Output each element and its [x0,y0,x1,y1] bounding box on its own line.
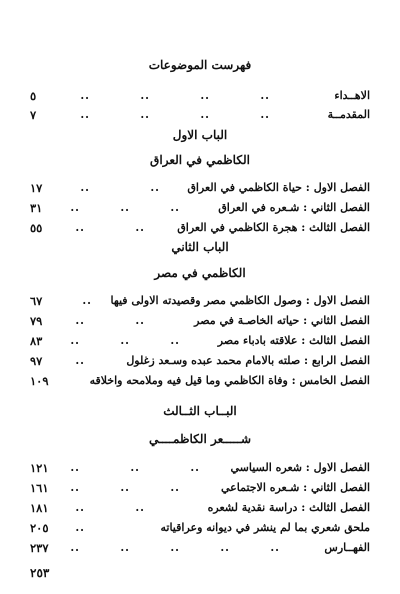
dot-leader: .. [170,481,180,494]
toc-entry [30,334,370,350]
entry-text: الفصل الثاني : حياته الخاصـة في مصر [194,314,370,327]
dot-leader: .. [135,314,145,327]
dot-leader: .. [220,541,230,554]
entry-text: المقدمــة [327,108,370,121]
toc-entry [30,201,370,217]
toc-entry-dedication [30,89,370,105]
toc-entry [30,481,370,497]
dot-leader: .. [82,294,92,307]
entry-text: الفصل الاول : حياة الكاظمي في العراق [187,181,370,194]
entry-page: ٢٣٧ [30,541,49,555]
entry-text: الفصل الثاني : شـعره في العراق [218,201,370,214]
toc-title: فهرست الموضوعات [148,58,252,72]
entry-page: ١٦١ [30,481,49,495]
entry-text: الفصل الاول : شعره السياسي [230,461,370,474]
dot-leader: .. [80,89,90,102]
dot-leader: .. [130,461,140,474]
entry-page: ٩٧ [30,354,43,368]
entry-text: الفصل الثاني : شـعره الاجتماعي [221,481,370,494]
dot-leader: .. [140,108,150,121]
dot-leader: .. [80,108,90,121]
dot-leader: .. [120,334,130,347]
dot-leader: .. [70,461,80,474]
entry-text: الفصل الثالث : علاقته بادباء مصر [217,334,370,347]
entry-text: الفصل الثالث : هجرة الكاظمي في العراق [177,221,370,234]
dot-leader: .. [80,181,90,194]
entry-text: الفصل الاول : وصول الكاظمي مصر وقصيدته الاولى فيها [110,294,370,307]
entry-page: ٥ [30,89,37,103]
toc-entry [30,521,370,537]
entry-page: ٥٥ [30,221,43,235]
entry-text: الفصل الخامس : وفاة الكاظمي وما قيل فيه وملامحه واخلاقه [89,374,370,387]
toc-entry [30,374,370,390]
dot-leader: .. [120,541,130,554]
dot-leader: .. [70,334,80,347]
dot-leader: .. [75,221,85,234]
toc-entry [30,221,370,237]
entry-page: ٣١ [30,201,43,215]
part3-subheading: شـــــعر الكاظمــــي [148,432,252,446]
dot-leader: .. [75,521,85,534]
dot-leader: .. [75,501,85,514]
dot-leader: .. [260,89,270,102]
entry-page: ١٨١ [30,501,49,515]
entry-page: ٧٩ [30,314,43,328]
dot-leader: .. [170,201,180,214]
dot-leader: .. [75,354,85,367]
dot-leader: .. [190,461,200,474]
toc-entry-indexes [30,541,370,557]
entry-text: ملحق شعري بما لم ينشر في ديوانه وعراقياته [160,521,370,534]
dot-leader: .. [200,89,210,102]
dot-leader: .. [170,334,180,347]
part1-heading: الباب الاول [172,128,228,142]
dot-leader: .. [135,501,145,514]
toc-entry [30,294,370,310]
entry-text: الفصل الرابع : صلته بالامام محمد عبده وسـعد زغلول [126,354,370,367]
dot-leader: .. [120,201,130,214]
dot-leader: .. [260,108,270,121]
dot-leader: .. [170,541,180,554]
part3-heading: البــاب الثــالث [163,404,237,418]
dot-leader: .. [135,221,145,234]
dot-leader: .. [150,181,160,194]
toc-entry-introduction [30,108,370,124]
entry-text: الفهــارس [324,541,370,554]
entry-page: ١٢١ [30,461,49,475]
toc-entry [30,314,370,330]
toc-entry [30,501,370,517]
dot-leader: .. [70,481,80,494]
entry-page: ١٠٩ [30,374,49,388]
part2-heading: الباب الثاني [171,240,229,254]
entry-page: ٧ [30,108,37,122]
dot-leader: .. [70,541,80,554]
part2-subheading: الكاظمي في مصر [154,266,246,280]
dot-leader: .. [270,541,280,554]
dot-leader: .. [75,314,85,327]
toc-entry [30,181,370,197]
dot-leader: .. [70,201,80,214]
page-number: ٢٥٣ [30,566,50,580]
dot-leader: .. [200,108,210,121]
part1-subheading: الكاظمي في العراق [150,153,250,167]
dot-leader: .. [140,89,150,102]
entry-page: ٨٣ [30,334,43,348]
toc-entry [30,354,370,370]
entry-page: ٦٧ [30,294,43,308]
toc-entry [30,461,370,477]
entry-page: ٢٠٥ [30,521,49,535]
dot-leader: .. [120,481,130,494]
entry-text: الاهــداء [334,89,370,102]
entry-text: الفصل الثالث : دراسة نقدية لشعره [207,501,370,514]
entry-page: ١٧ [30,181,43,195]
